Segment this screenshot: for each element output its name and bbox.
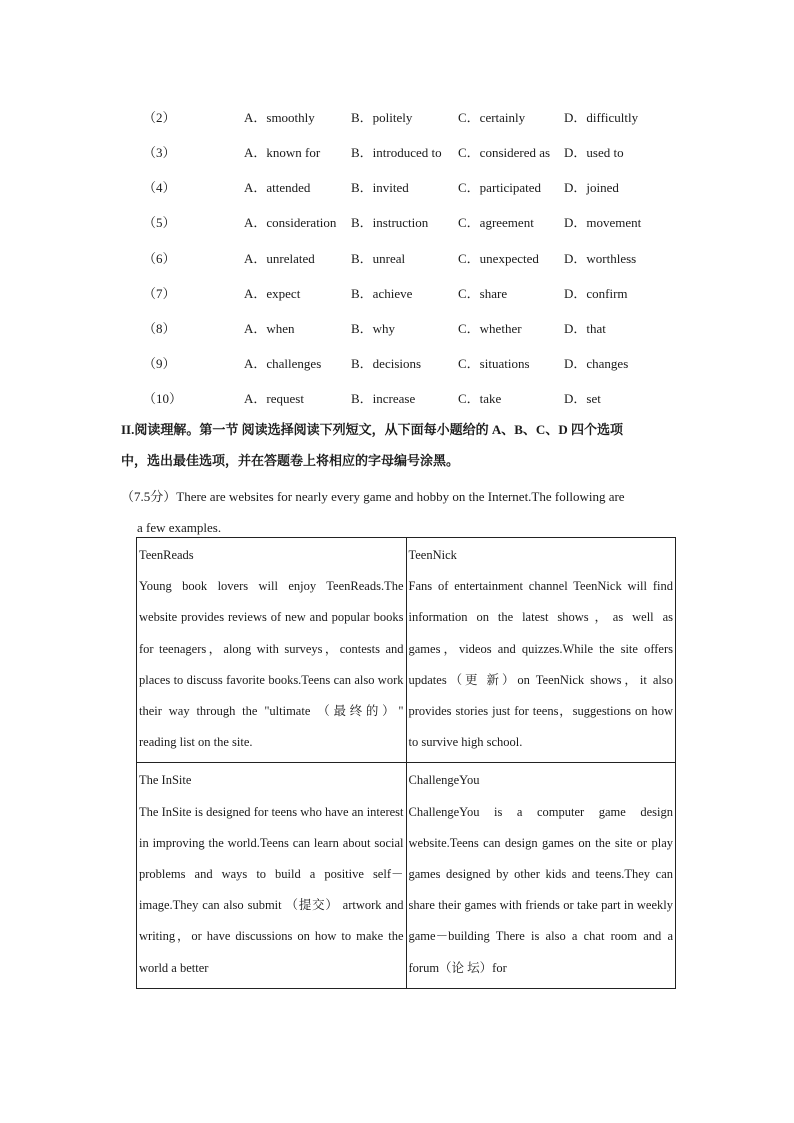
option-c: C．whether [458,321,522,336]
passage-intro-line1: （7.5分）There are websites for nearly every game and hobby on the Internet.The following are [121,489,625,504]
option-d: D．confirm [564,286,628,301]
option-b: B．politely [351,110,413,125]
section-heading-line1: II.阅读理解。第一节 阅读选择阅读下列短文，从下面每小题给的 A、B、C、D 四个选项 [121,422,623,437]
question-number: （8） [143,321,176,336]
website-title: TeenNick [408,548,457,562]
option-a: A．expect [244,286,301,301]
question-row [0,353,794,373]
option-b: B．invited [351,180,409,195]
question-number: （2） [143,110,176,125]
option-c: C．situations [458,356,530,371]
section-heading [121,414,681,476]
option-b: B．unreal [351,251,406,266]
option-b: B．introduced to [351,145,442,160]
question-row [0,318,794,338]
question-number: （3） [143,145,176,160]
option-b: B．instruction [351,215,429,230]
website-description: Young book lovers will enjoy TeenReads.The website provides reviews of new and popular books for teenagers，along with surveys，contests and places to discuss favorite books.Teens can also work their way through the "ultimate （最终的）" reading list on the site. [139,579,404,750]
question-number: （9） [143,356,176,371]
option-a: A．smoothly [244,110,315,125]
option-d: D．changes [564,356,629,371]
question-number: （4） [143,180,176,195]
option-d: D．set [564,391,601,406]
question-row [0,212,794,232]
question-row [0,388,794,408]
option-a: A．unrelated [244,251,315,266]
website-cell [406,763,676,988]
website-title: ChallengeYou [408,773,480,788]
question-row [0,107,794,127]
option-b: B．achieve [351,286,413,301]
option-d: D．joined [564,180,619,195]
option-a: A．attended [244,180,311,195]
website-cell [406,538,676,763]
option-d: D．worthless [564,251,637,266]
option-c: C．take [458,391,502,406]
websites-table [136,537,676,989]
question-number: （6） [143,251,176,266]
option-c: C．agreement [458,215,534,230]
option-d: D．used to [564,145,624,160]
option-c: C．share [458,286,508,301]
option-a: A．consideration [244,215,337,230]
option-a: A．known for [244,145,321,160]
website-title: The InSite [139,773,192,788]
passage-intro [121,481,681,543]
website-cell [137,538,407,763]
website-description: The InSite is designed for teens who have an interest in improving the world.Teens can learn about social problems and ways to build a positive self－image.They can also submit （提交） artwork and writing，or have discussions on how to make the world a better [139,804,404,975]
option-d: D．movement [564,215,642,230]
option-d: D．difficultly [564,110,639,125]
website-description: Fans of entertainment channel TeenNick will find information on the latest shows，as well as games，videos and quizzes.While the site offers updates（更 新）on TeenNick shows，it also provides stories just for teens，suggestions on how to survive high school. [408,579,673,750]
option-a: A．when [244,321,295,336]
option-c: C．participated [458,180,542,195]
option-b: B．decisions [351,356,422,371]
question-row [0,283,794,303]
section-heading-line2: 中，选出最佳选项，并在答题卷上将相应的字母编号涂黑。 [121,453,460,468]
question-row [0,177,794,197]
option-b: B．why [351,321,396,336]
table-row [137,538,676,763]
option-a: A．request [244,391,304,406]
passage-intro-line2: a few examples. [137,520,222,535]
option-c: C．considered as [458,145,551,160]
option-c: C．certainly [458,110,526,125]
question-number: （10） [143,391,183,406]
option-c: C．unexpected [458,251,539,266]
option-b: B．increase [351,391,416,406]
table-row [137,763,676,988]
website-title: TeenReads [139,548,194,562]
website-description: ChallengeYou is a computer game design website.Teens can design games on the site or play games designed by other kids and teens.They can share their games with friends or take part in weekly game－building There is also a chat room and a forum（论 坛）for [408,804,673,975]
question-row [0,142,794,162]
option-d: D．that [564,321,606,336]
question-number: （5） [143,215,176,230]
option-a: A．challenges [244,356,322,371]
website-cell [137,763,407,988]
question-row [0,248,794,268]
question-number: （7） [143,286,176,301]
